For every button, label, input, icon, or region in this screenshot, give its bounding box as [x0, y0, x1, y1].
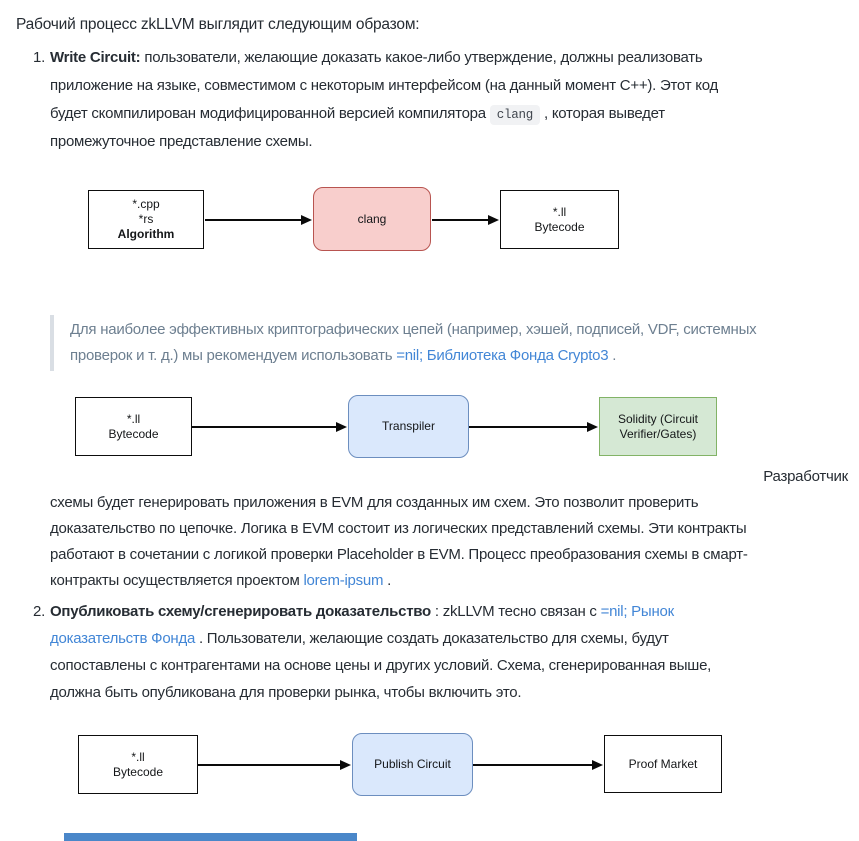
node-line: *rs	[138, 212, 154, 226]
bottom-cropped-blue-element	[64, 833, 357, 841]
paragraph-lead-word: Разработчик	[763, 468, 848, 485]
flow1-node-algorithm	[88, 190, 204, 249]
flow3-arrow-2	[473, 764, 593, 766]
node-line: Transpiler	[382, 419, 435, 433]
evm-paragraph-text-a: схемы будет генерировать приложения в EVM для созданных им схем. Это позволит проверить доказательство по цепочке. Логика в EVM состоит из логических представлений схемы. Эти контракты работают в сочетании с логикой проверки Placeholder в EVM. Процесс преобразования схемы в смарт-контракты осуществляется проектом	[50, 494, 748, 589]
flow2-node-bytecode	[75, 397, 192, 456]
blockquote	[50, 315, 760, 371]
flow3-node-bytecode	[78, 735, 198, 794]
node-line: Verifier/Gates)	[619, 426, 697, 441]
list-item-2-text-a: : zkLLVM тесно связан с	[430, 603, 601, 620]
lorem-ipsum-link[interactable]: lorem-ipsum	[303, 572, 384, 589]
evm-paragraph-text-b: .	[383, 572, 392, 589]
flow2-arrow-2	[469, 426, 588, 428]
flow3-node-publish-circuit	[352, 733, 473, 796]
intro-text: Рабочий процесс zkLLVM выглядит следующим образом:	[16, 16, 420, 33]
list-item-1-bold: Write Circuit:	[50, 49, 141, 66]
node-line: Solidity (Circuit	[617, 411, 698, 426]
inline-code-clang: clang	[490, 105, 540, 125]
flow2-node-transpiler	[348, 395, 469, 458]
list-marker-1: 1.	[33, 49, 46, 66]
flow2-node-solidity	[599, 397, 717, 456]
node-line: Algorithm	[117, 227, 175, 241]
flow3-node-proof-market	[604, 735, 722, 793]
flow2-arrow-1	[192, 426, 337, 428]
list-marker-2: 2.	[33, 603, 46, 620]
evm-paragraph	[50, 490, 770, 594]
list-item-2-bold: Опубликовать схему/сгенерировать доказательство	[50, 603, 431, 620]
list-item-1-text-b: , которая выведет промежуточное представление схемы.	[50, 105, 665, 150]
node-line: clang	[357, 211, 387, 226]
node-line: *.ll	[126, 411, 141, 426]
flow1-node-bytecode	[500, 190, 619, 249]
node-line: *.ll	[131, 749, 145, 764]
blockquote-text-a: Для наиболее эффективных криптографических цепей (например, хэшей, подписей, VDF, системных проверок и т. д.) мы рекомендуем использовать	[70, 321, 757, 364]
list-item-2-text-b: . Пользователи, желающие создать доказательство для схемы, будут сопоставлены с контрагентами на основе цены и других условий. Схема, сгенерированная выше, должна быть опубликована для проверки рынка, чтобы включить это.	[50, 630, 712, 701]
node-line: Bytecode	[112, 764, 164, 779]
flow1-arrow-1	[205, 219, 302, 221]
node-line: Publish Circuit	[374, 757, 451, 771]
flow1-arrow-2	[432, 219, 489, 221]
node-line: *.cpp	[132, 197, 160, 211]
list-item-2	[50, 598, 750, 706]
node-line: Bytecode	[108, 426, 159, 441]
list-item-1	[50, 44, 750, 156]
crypto3-library-link[interactable]: =nil; Библиотека Фонда Crypto3	[396, 347, 609, 364]
node-line: Bytecode	[534, 219, 585, 234]
node-line: Proof Market	[628, 756, 698, 771]
proof-market-link[interactable]: =nil; Рынок доказательств Фонда	[50, 603, 674, 647]
node-line: *.ll	[552, 204, 567, 219]
list-item-1-text-a: пользователи, желающие доказать какое-либо утверждение, должны реализовать приложение на языке, совместимом с некоторым интерфейсом (на данный момент C++). Этот код будет скомпилирован модифицированной версией компилятора	[50, 49, 718, 122]
flow1-node-clang	[313, 187, 431, 251]
blockquote-text-b: .	[608, 347, 617, 364]
flow3-arrow-1	[198, 764, 341, 766]
